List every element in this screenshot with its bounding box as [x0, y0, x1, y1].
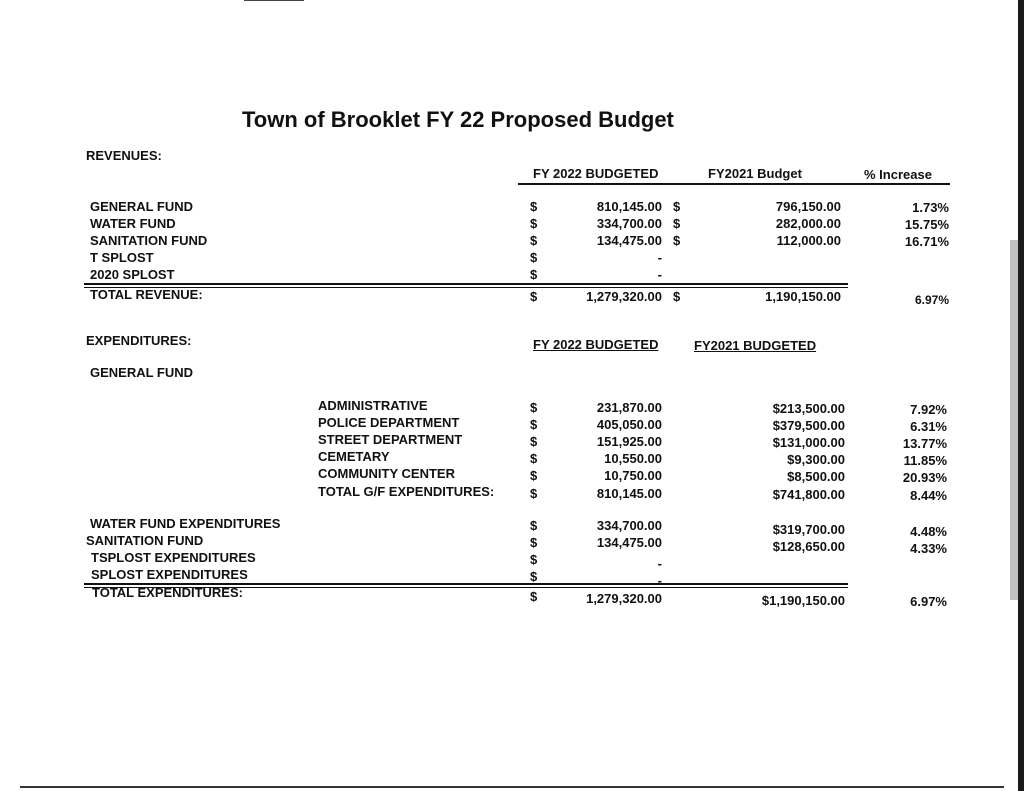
revenue-pct: 15.75% — [904, 217, 949, 232]
dollar-sign: $ — [530, 417, 538, 432]
dollar-sign: $ — [530, 589, 538, 604]
gf-fy2021: $9,300.00 — [787, 452, 845, 467]
gf-department-label: ADMINISTRATIVE — [318, 398, 428, 413]
gf-fy2021: $213,500.00 — [772, 401, 845, 416]
gf-fy2022: 10,550.00 — [604, 451, 662, 466]
gf-fy2021: $741,800.00 — [772, 487, 845, 502]
gf-fy2021: $8,500.00 — [787, 469, 845, 484]
dollar-sign: $ — [530, 569, 538, 584]
gf-fy2021: $379,500.00 — [772, 418, 845, 433]
expenditure-fy2021: $128,650.00 — [772, 539, 845, 554]
gf-department-label: POLICE DEPARTMENT — [318, 415, 460, 430]
rev-header-rule — [518, 183, 950, 185]
gf-department-label: COMMUNITY CENTER — [318, 466, 455, 481]
dollar-sign: $ — [530, 267, 538, 282]
gf-pct: 8.44% — [910, 488, 947, 503]
dollar-sign: $ — [530, 289, 538, 304]
gf-pct: 7.92% — [910, 402, 947, 417]
total-revenue-pct: 6.97% — [914, 293, 949, 307]
dollar-sign: $ — [530, 486, 538, 501]
expenditure-fy2021: $319,700.00 — [772, 522, 845, 537]
revenue-label: 2020 SPLOST — [90, 267, 175, 282]
expenditure-fy2022: - — [657, 573, 662, 588]
gf-department-label: TOTAL G/F EXPENDITURES: — [318, 484, 495, 499]
gf-pct: 6.31% — [910, 419, 947, 434]
expenditure-label: WATER FUND EXPENDITURES — [90, 516, 281, 531]
revenue-fy2021: 282,000.00 — [775, 216, 841, 231]
total-expenditures-fy2022: 1,279,320.00 — [586, 591, 662, 606]
gf-fy2021: $131,000.00 — [772, 435, 845, 450]
gf-fy2022: 810,145.00 — [596, 486, 662, 501]
dollar-sign: $ — [530, 250, 538, 265]
scan-artifact-edge — [1018, 0, 1024, 791]
expenditure-pct: 4.33% — [910, 541, 947, 556]
dollar-sign: $ — [530, 400, 538, 415]
revenue-fy2022: - — [657, 267, 662, 282]
expenditure-label: SPLOST EXPENDITURES — [91, 567, 248, 582]
rev-header-fy2021: FY2021 Budget — [708, 166, 802, 181]
dollar-sign: $ — [530, 233, 538, 248]
gf-department-label: STREET DEPARTMENT — [318, 432, 463, 447]
gf-pct: 20.93% — [902, 470, 947, 485]
expenditure-fy2022: 334,700.00 — [596, 518, 662, 533]
revenue-fy2022: 334,700.00 — [596, 216, 662, 231]
dollar-sign: $ — [530, 518, 538, 533]
revenue-label: GENERAL FUND — [90, 199, 194, 214]
scan-artifact-smudge — [1010, 240, 1018, 600]
revenue-fy2022: 810,145.00 — [596, 199, 662, 214]
gf-fy2022: 10,750.00 — [604, 468, 662, 483]
dollar-sign: $ — [530, 468, 538, 483]
total-expenditures-fy2021: $1,190,150.00 — [761, 593, 845, 608]
expenditure-label: TSPLOST EXPENDITURES — [91, 550, 256, 565]
revenues-section-label: REVENUES: — [86, 148, 162, 163]
scan-artifact-bottom — [20, 786, 1004, 788]
dollar-sign: $ — [530, 434, 538, 449]
dollar-sign: $ — [530, 451, 538, 466]
dollar-sign: $ — [673, 216, 681, 231]
total-expenditures-pct: 6.97% — [910, 594, 947, 609]
gf-department-label: CEMETARY — [318, 449, 390, 464]
total-revenue-fy2021: 1,190,150.00 — [765, 289, 841, 304]
total-expenditures-label: TOTAL EXPENDITURES: — [92, 585, 243, 600]
dollar-sign: $ — [673, 289, 681, 304]
total-revenue-fy2022: 1,279,320.00 — [586, 289, 662, 304]
revenue-pct: 1.73% — [912, 200, 949, 215]
revenue-label: T SPLOST — [90, 250, 154, 265]
revenue-pct: 16.71% — [904, 234, 949, 249]
scan-artifact-top — [244, 0, 304, 1]
dollar-sign: $ — [530, 199, 538, 214]
rev-header-pct: % Increase — [864, 167, 932, 182]
exp-header-fy2021: FY2021 BUDGETED — [694, 338, 817, 353]
gf-pct: 13.77% — [902, 436, 947, 451]
revenue-fy2022: 134,475.00 — [596, 233, 662, 248]
revenue-fy2021: 112,000.00 — [776, 233, 841, 248]
revenue-fy2022: - — [657, 250, 662, 265]
gf-fy2022: 231,870.00 — [596, 400, 662, 415]
expenditures-section-label: EXPENDITURES: — [86, 333, 192, 348]
total-revenue-label: TOTAL REVENUE: — [90, 287, 203, 302]
dollar-sign: $ — [530, 216, 538, 231]
page-title: Town of Brooklet FY 22 Proposed Budget — [242, 107, 674, 132]
revenue-label: SANITATION FUND — [90, 233, 208, 248]
expenditure-fy2022: 134,475.00 — [596, 535, 662, 550]
general-fund-label: GENERAL FUND — [90, 365, 194, 380]
dollar-sign: $ — [673, 199, 681, 214]
dollar-sign: $ — [530, 535, 538, 550]
gf-fy2022: 151,925.00 — [596, 434, 662, 449]
gf-pct: 11.85% — [903, 453, 947, 468]
dollar-sign: $ — [673, 233, 681, 248]
exp-header-fy2022: FY 2022 BUDGETED — [533, 337, 659, 352]
rev-header-fy2022: FY 2022 BUDGETED — [533, 166, 659, 181]
revenue-label: WATER FUND — [90, 216, 176, 231]
gf-fy2022: 405,050.00 — [596, 417, 662, 432]
expenditure-pct: 4.48% — [910, 524, 947, 539]
expenditure-fy2022: - — [657, 556, 662, 571]
revenue-fy2021: 796,150.00 — [775, 199, 841, 214]
dollar-sign: $ — [530, 552, 538, 567]
expenditure-label: SANITATION FUND — [86, 533, 204, 548]
